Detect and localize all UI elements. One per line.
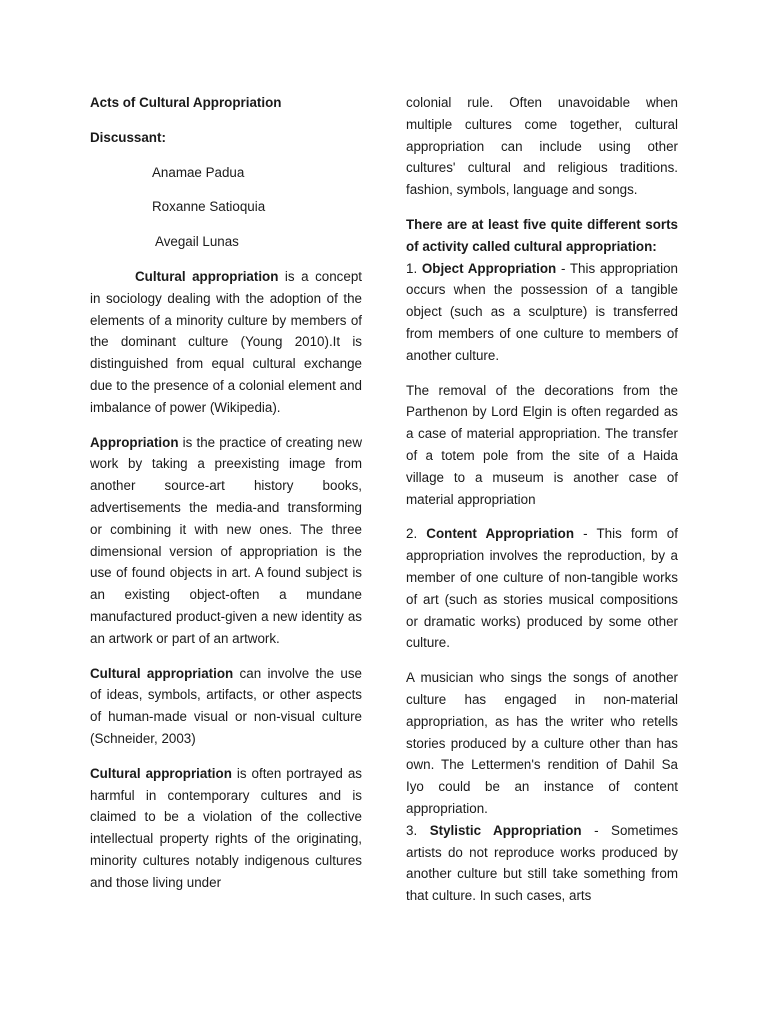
item-number: 3. <box>406 822 430 838</box>
left-column <box>90 92 362 894</box>
discussant-list <box>90 162 362 253</box>
list-item-stylistic-appropriation <box>406 820 678 907</box>
paragraph-appropriation <box>90 432 362 650</box>
item-number: 1. <box>406 260 422 276</box>
paragraph-text: - This form of appropriation involves the reproduction, by a member of one culture of non-tangible works of art (such as stories musical compositions or dramatic works) produced by some other culture. <box>406 526 678 651</box>
paragraph-material-example: The removal of the decorations from the Parthenon by Lord Elgin is often regarded as a case of material appropriation. The transfer of a totem pole from the site of a Haida village to a museum is another case of material appropriation <box>406 382 678 507</box>
term: Cultural appropriation <box>135 268 279 284</box>
document-title: Acts of Cultural Appropriation <box>90 95 282 110</box>
discussant-label: Discussant: <box>90 129 166 145</box>
discussant-name: Anamae Padua <box>152 164 245 180</box>
term: Appropriation <box>90 434 179 450</box>
term: Cultural appropriation <box>90 665 234 681</box>
paragraph-text: is a concept in sociology dealing with the adoption of the elements of a minority culture by members of the dominant culture (Young 2010).It is distinguished from equal cultural exchange due to the presence of a colonial element and imbalance of power (Wikipedia). <box>90 268 362 415</box>
discussant-name: Avegail Lunas <box>155 234 239 250</box>
list-item-object-appropriation <box>406 258 678 367</box>
paragraph-content-example: A musician who sings the songs of another culture has engaged in non-material appropriation, as has the writer who retells stories produced by a culture other than has own. The Lettermen's rendition of Dahil Sa Iyo could be an instance of content appropriation. <box>406 670 678 816</box>
paragraph-cultural-appropriation-harm <box>90 763 362 894</box>
paragraph-five-sorts: There are at least five quite different sorts of activity called cultural appropriation: <box>406 216 678 254</box>
list-item-content-appropriation <box>406 523 678 654</box>
term: Cultural appropriation <box>90 765 232 781</box>
term: Content Appropriation <box>426 526 575 542</box>
paragraph-text: is often portrayed as harmful in contemporary cultures and is claimed to be a violation of the collective intellectual property rights of the originating, minority cultures notably indigenous cultures and those living under <box>90 765 362 890</box>
right-column <box>406 92 678 907</box>
term: Object Appropriation <box>421 260 557 276</box>
term: Stylistic Appropriation <box>429 822 582 838</box>
paragraph-text: - Sometimes artists do not reproduce works produced by another culture but still take something from that culture. In such cases, arts <box>406 822 679 904</box>
paragraph-text: - This appropriation occurs when the possession of a tangible object (such as a sculpture) is transferred from members of one culture to members of another culture. <box>406 260 678 363</box>
paragraph-text: can involve the use of ideas, symbols, artifacts, or other aspects of human-made visual or non-visual culture (Schneider, 2003) <box>90 665 363 746</box>
item-number: 2. <box>406 526 427 542</box>
discussant-name: Roxanne Satioquia <box>152 199 266 215</box>
paragraph-text: is the practice of creating new work by taking a preexisting image from another source-art history books, advertisements the media-and transforming or combining it with new ones. The three dimensional version of appropriation is the use of found objects in art. A found subject is an existing object-often a mundane manufactured product-given a new identity as an artwork or part of an artwork. <box>90 434 362 646</box>
paragraph-cultural-appropriation-scope <box>90 663 362 750</box>
paragraph-continuation: colonial rule. Often unavoidable when multiple cultures come together, cultural appropriation can include using other cultures' cultural and religious traditions. fashion, symbols, language and songs. <box>406 95 678 198</box>
paragraph-cultural-appropriation-definition <box>90 266 362 419</box>
